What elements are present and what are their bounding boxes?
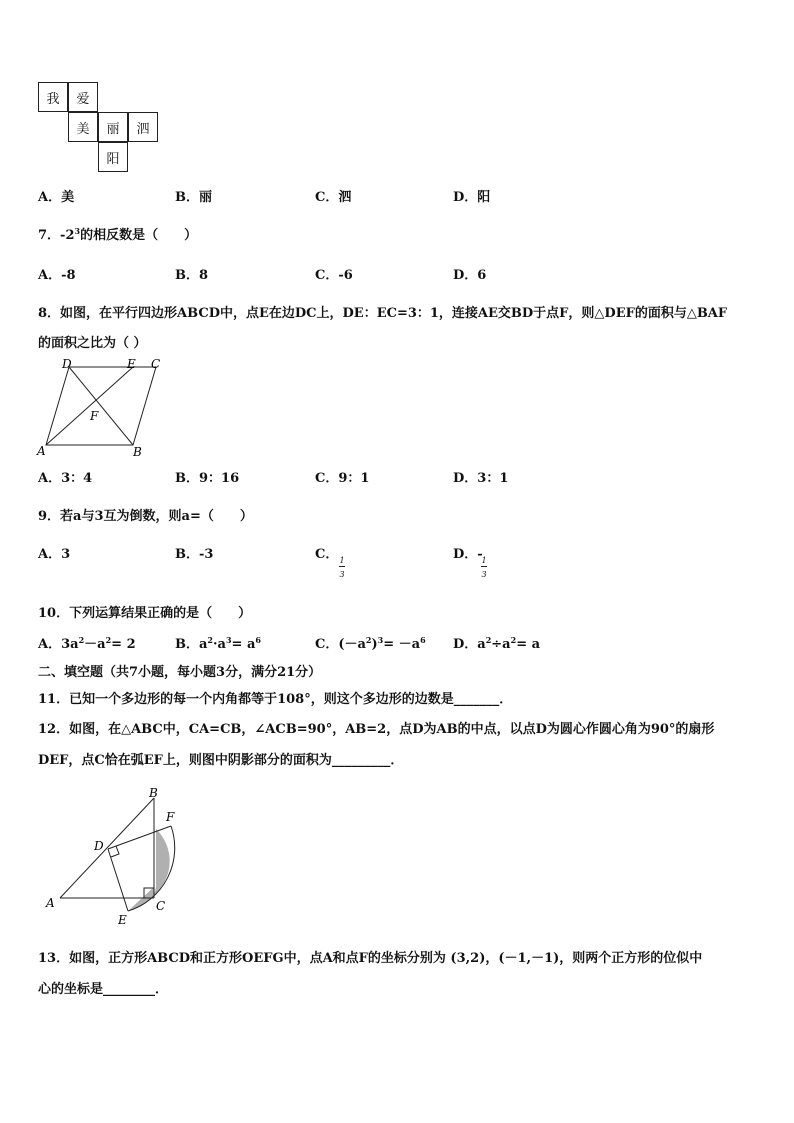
q9-option-a: A．3 xyxy=(38,547,71,562)
q8-label-d: D xyxy=(62,357,72,371)
q7-exp: 3 xyxy=(74,226,81,236)
q8-label-c: C xyxy=(151,357,161,371)
q6-option-d: D．阳 xyxy=(453,190,491,205)
q9-c-numerator: 1 xyxy=(339,556,345,565)
q12-label-b: B xyxy=(149,786,158,800)
q9-c-denominator: 3 xyxy=(339,570,345,579)
q12-label-a: A xyxy=(46,896,55,910)
q10-option-b: B．$a^2\cdot a^3= a^6$ xyxy=(175,635,261,652)
q12-line1: 12．如图，在△ABC中，CA=CB，∠ACB=90°，AB=2，点D为AB的中点，以点D为圆心作圆心角为90°的扇形 xyxy=(38,722,715,737)
q7-option-b: B．8 xyxy=(175,268,209,283)
q9-option-c: C． xyxy=(315,547,339,562)
q8-line1: 8．如图，在平行四边形ABCD中，点E在边DC上，DE：EC=3：1，连接AE交BD于点F，则△DEF的面积与△BAF xyxy=(38,306,728,321)
q7-suffix: 的相反数是（ ） xyxy=(80,228,198,243)
q7-prefix: 7．-2 xyxy=(38,228,75,243)
q8-option-d: D．3：1 xyxy=(453,471,509,486)
q12-label-d: D xyxy=(94,839,104,853)
q9-d-fraction-bar xyxy=(481,566,487,567)
q8-option-c: C．9：1 xyxy=(315,471,370,486)
q10-option-c: C．$(-a^2)^3= -a^6$ xyxy=(315,635,426,652)
q12-sector-figure xyxy=(42,785,192,930)
q9-option-b: B．-3 xyxy=(175,547,214,562)
q8-label-e: E xyxy=(127,357,136,371)
q8-label-b: B xyxy=(133,445,142,457)
q13-line2: 心的坐标是________． xyxy=(38,982,169,997)
q7-option-a: A．-8 xyxy=(38,268,76,283)
q9-c-fraction-bar xyxy=(339,566,345,567)
q7-option-c: C．-6 xyxy=(315,268,353,283)
q12-label-c: C xyxy=(156,899,166,913)
net-cell-3: 美 xyxy=(68,112,98,142)
section-2-heading: 二、填空题（共7小题，每小题3分，满分21分） xyxy=(38,665,322,680)
q10-option-d: D．$a^2\div a^2= a$ xyxy=(453,635,541,652)
q6-option-b: B．丽 xyxy=(175,190,212,205)
q6-option-c: C．泗 xyxy=(315,190,352,205)
q6-option-a: A．美 xyxy=(38,190,75,205)
q11-text: 11．已知一个多边形的每一个内角都等于108°，则这个多边形的边数是_______． xyxy=(38,692,513,707)
q9-d-numerator: 1 xyxy=(481,556,487,565)
q8-label-f: F xyxy=(90,409,99,423)
q8-label-a: A xyxy=(37,444,46,457)
q13-line1: 13．如图，正方形ABCD和正方形OEFG中，点A和点F的坐标分别为 (3,2)，(－1,－1)，则两个正方形的位似中 xyxy=(38,951,703,966)
q8-option-a: A．3：4 xyxy=(38,471,93,486)
q8-option-b: B．9：16 xyxy=(175,471,240,486)
q12-line2: DEF，点C恰在弧EF上，则图中阴影部分的面积为_________． xyxy=(38,753,404,768)
q9-d-denominator: 3 xyxy=(481,570,487,579)
net-cell-5: 泗 xyxy=(128,112,158,142)
q8-parallelogram-figure xyxy=(32,357,172,457)
q12-shaded-right xyxy=(154,829,170,895)
q10-option-a: A．$3a^2-a^2= 2$ xyxy=(38,635,136,652)
q7-text xyxy=(38,224,197,243)
q9-option-d: D．- xyxy=(453,547,483,562)
q9-text: 9．若a与3互为倒数，则a=（ ） xyxy=(38,509,253,524)
q12-label-f: F xyxy=(166,810,175,824)
q10-text: 10．下列运算结果正确的是（ ） xyxy=(38,606,252,621)
q8-line2: 的面积之比为（ ） xyxy=(38,336,147,351)
q12-label-e: E xyxy=(118,913,127,927)
net-cell-1: 我 xyxy=(38,82,68,112)
net-cell-6: 阳 xyxy=(98,142,128,172)
q7-option-d: D．6 xyxy=(453,268,487,283)
net-cell-4: 丽 xyxy=(98,112,128,142)
net-cell-2: 爱 xyxy=(68,82,98,112)
